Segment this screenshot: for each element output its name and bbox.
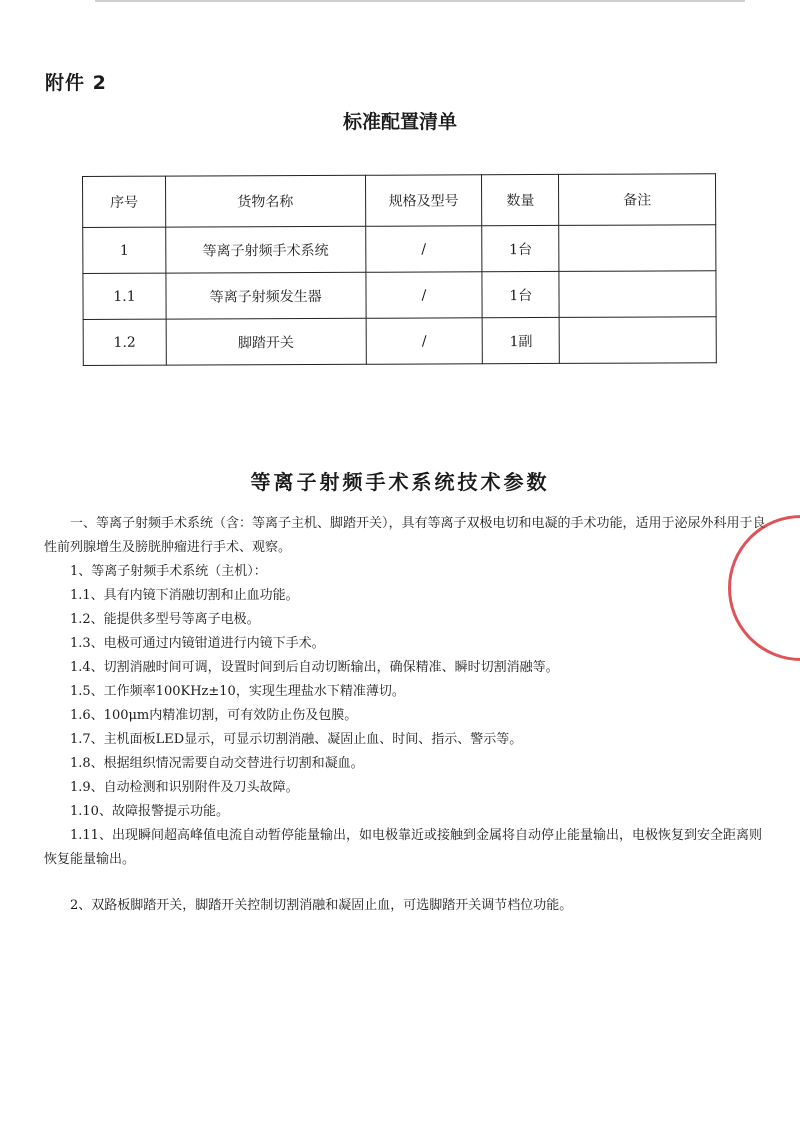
cell-index: 1 (83, 227, 166, 273)
attachment-label: 附件 2 (45, 72, 107, 94)
list-item: 1.7、主机面板LED显示，可显示切割消融、凝固止血、时间、指示、警示等。 (70, 732, 523, 747)
scan-edge-mark (95, 0, 745, 2)
list-item: 1.9、自动检测和识别附件及刀头故障。 (70, 780, 299, 795)
list-item: 1.2、能提供多型号等离子电极。 (70, 612, 260, 627)
cell-remarks (559, 225, 716, 272)
cell-spec-model: / (366, 318, 483, 365)
section1-title: 1、等离子射频手术系统（主机）： (70, 564, 267, 579)
header-index: 序号 (83, 176, 166, 227)
cell-spec-model: / (365, 226, 482, 273)
cell-remarks (559, 317, 716, 364)
cell-goods-name: 脚踏开关 (166, 318, 366, 365)
list-item: 1.8、根据组织情况需要自动交替进行切割和凝血。 (70, 756, 364, 771)
paragraph-gap (44, 872, 769, 894)
header-quantity: 数量 (482, 174, 559, 225)
table-row (83, 317, 716, 366)
header-goods-name: 货物名称 (165, 175, 365, 227)
list-item: 1.5、工作频率100KHz±10，实现生理盐水下精准薄切。 (70, 684, 405, 699)
list-item: 1.6、100μm内精准切割，可有效防止伤及包膜。 (70, 708, 358, 723)
cell-goods-name: 等离子射频手术系统 (166, 226, 366, 273)
cell-remarks (559, 271, 716, 318)
cell-index: 1.1 (83, 273, 166, 319)
list-item-1-11: 1.11、出现瞬间超高峰值电流自动暂停能量输出，如电极靠近或接触到金属将自动停止能量输出，电极恢复到安全距离则恢复能量输出。 (44, 828, 762, 867)
header-remarks: 备注 (559, 174, 716, 226)
table-row (83, 225, 716, 274)
cell-index: 1.2 (83, 319, 166, 365)
header-spec-model: 规格及型号 (365, 175, 482, 227)
section2-paragraph: 2、双路板脚踏开关，脚踏开关控制切割消融和凝固止血，可选脚踏开关调节档位功能。 (70, 898, 573, 913)
list-item: 1.1、具有内镜下消融切割和止血功能。 (70, 588, 299, 603)
table-header-row (83, 174, 716, 228)
tech-params-body (44, 512, 769, 918)
cell-goods-name: 等离子射频发生器 (166, 272, 366, 319)
config-table (82, 173, 717, 366)
cell-quantity: 1台 (482, 271, 559, 317)
config-list-title: 标准配置清单 (342, 111, 457, 133)
tech-params-title: 等离子射频手术系统技术参数 (250, 470, 550, 494)
list-item: 1.3、电极可通过内镜钳道进行内镜下手术。 (70, 636, 325, 651)
list-item: 1.4、切割消融时间可调，设置时间到后自动切断输出，确保精准、瞬时切割消融等。 (70, 660, 559, 675)
cell-quantity: 1台 (482, 225, 559, 271)
cell-quantity: 1副 (482, 317, 559, 363)
cell-spec-model: / (365, 272, 482, 319)
table-row (83, 271, 716, 320)
list-item: 1.10、故障报警提示功能。 (70, 804, 229, 819)
intro-paragraph: 一、等离子射频手术系统（含：等离子主机、脚踏开关），具有等离子双极电切和电凝的手术功能，适用于泌尿外科用于良性前列腺增生及膀胱肿瘤进行手术、观察。 (44, 516, 766, 555)
